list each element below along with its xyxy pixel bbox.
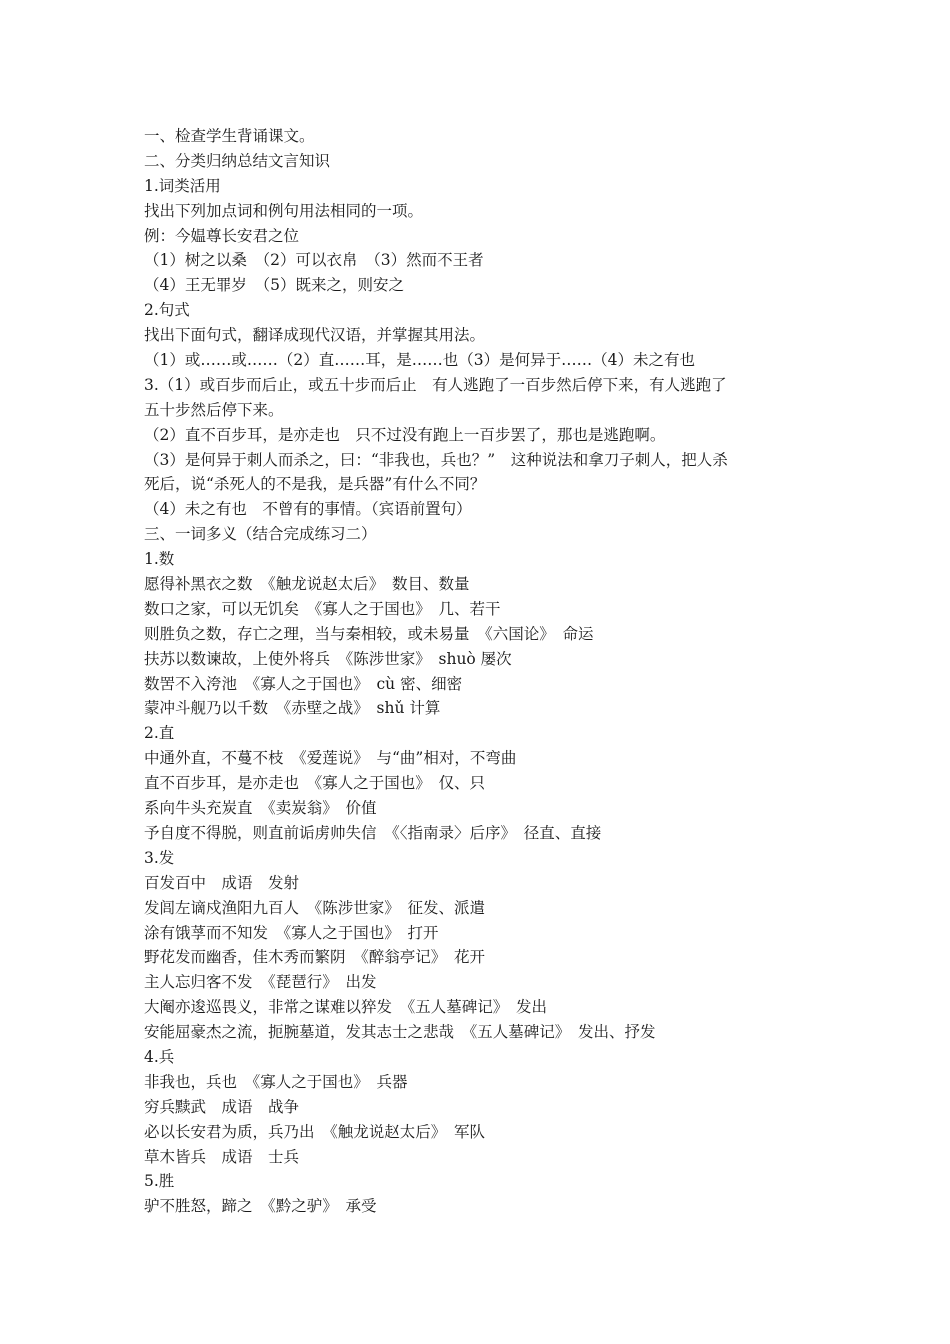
text-line: （3）是何异于刺人而杀之，曰：“非我也，兵也？” 这种说法和拿刀子刺人，把人杀 bbox=[144, 450, 728, 469]
text-line: 3.（1）或百步而后止，或五十步而后止 有人逃跑了一百步然后停下来，有人逃跑了 bbox=[144, 375, 727, 394]
text-line: 扶苏以数谏故，上使外将兵 《陈涉世家》 shuò 屡次 bbox=[144, 649, 512, 668]
document-body bbox=[144, 124, 824, 1219]
text-line: 五十步然后停下来。 bbox=[144, 400, 284, 419]
text-line: 中通外直，不蔓不枝 《爱莲说》 与“曲”相对，不弯曲 bbox=[144, 749, 517, 768]
subheading-sentence-patterns: 2.句式 bbox=[144, 301, 190, 320]
text-line: （2）直不百步耳，是亦走也 只不过没有跑上一百步罢了，那也是逃跑啊。 bbox=[144, 425, 666, 444]
text-line: 百发百中 成语 发射 bbox=[144, 873, 300, 892]
subheading-zhi: 2.直 bbox=[144, 724, 175, 743]
subheading-bing: 4.兵 bbox=[144, 1047, 175, 1066]
text-line: 例：今媪尊长安君之位 bbox=[144, 226, 300, 245]
text-line: （1）或……或……（2）直……耳，是……也（3）是何异于……（4）未之有也 bbox=[144, 351, 695, 370]
text-line: 非我也，兵也 《寡人之于国也》 兵器 bbox=[144, 1072, 408, 1091]
heading-recite-check: 一、检查学生背诵课文。 bbox=[144, 127, 315, 145]
text-line: 数罟不入洿池 《寡人之于国也》 cù 密、细密 bbox=[144, 674, 463, 693]
text-line: （1）树之以桑 （2）可以衣帛 （3）然而不王者 bbox=[144, 251, 484, 270]
heading-polysemy: 三、一词多义（结合完成练习二） bbox=[144, 525, 377, 544]
text-line: 驴不胜怒，蹄之 《黔之驴》 承受 bbox=[144, 1197, 377, 1216]
text-line: 予自度不得脱，则直前诟虏帅失信 《〈指南录〉后序》 径直、直接 bbox=[144, 823, 602, 842]
text-line: 直不百步耳，是亦走也 《寡人之于国也》 仅、只 bbox=[144, 774, 486, 793]
subheading-sheng: 5.胜 bbox=[144, 1172, 175, 1191]
text-line: （4）未之有也 不曾有的事情。（宾语前置句） bbox=[144, 500, 472, 519]
text-line: 找出下列加点词和例句用法相同的一项。 bbox=[144, 201, 424, 220]
text-line: 主人忘归客不发 《琵琶行》 出发 bbox=[144, 973, 377, 992]
text-line: 穷兵黩武 成语 战争 bbox=[144, 1097, 300, 1116]
text-line: 蒙冲斗舰乃以千数 《赤壁之战》 shǔ 计算 bbox=[144, 699, 441, 718]
text-line: 安能屈豪杰之流，扼腕墓道，发其志士之悲哉 《五人墓碑记》 发出、抒发 bbox=[144, 1023, 656, 1042]
text-line: 系向牛头充炭直 《卖炭翁》 价值 bbox=[144, 799, 377, 818]
subheading-word-usage: 1.词类活用 bbox=[144, 176, 221, 195]
subheading-fa: 3.发 bbox=[144, 848, 175, 867]
text-line: 野花发而幽香，佳木秀而繁阴 《醉翁亭记》 花开 bbox=[144, 948, 486, 967]
text-line: （4）王无罪岁 （5）既来之，则安之 bbox=[144, 276, 404, 295]
subheading-shu: 1.数 bbox=[144, 550, 175, 569]
text-line: 涂有饿莩而不知发 《寡人之于国也》 打开 bbox=[144, 923, 439, 942]
heading-classical-knowledge: 二、分类归纳总结文言知识 bbox=[144, 151, 331, 170]
text-line: 找出下面句式，翻译成现代汉语，并掌握其用法。 bbox=[144, 326, 486, 345]
text-line: 必以长安君为质，兵乃出 《触龙说赵太后》 军队 bbox=[144, 1122, 486, 1141]
text-line: 草木皆兵 成语 士兵 bbox=[144, 1147, 300, 1166]
text-line: 则胜负之数，存亡之理，当与秦相较，或未易量 《六国论》 命运 bbox=[144, 624, 594, 643]
text-line: 愿得补黑衣之数 《触龙说赵太后》 数目、数量 bbox=[144, 575, 470, 594]
text-line: 大阉亦逡巡畏义，非常之谋难以猝发 《五人墓碑记》 发出 bbox=[144, 998, 548, 1017]
text-line: 数口之家，可以无饥矣 《寡人之于国也》 几、若干 bbox=[144, 599, 501, 618]
text-line: 死后，说“杀死人的不是我，是兵器”有什么不同？ bbox=[144, 475, 486, 494]
text-line: 发闾左谪戍渔阳九百人 《陈涉世家》 征发、派遣 bbox=[144, 898, 486, 917]
